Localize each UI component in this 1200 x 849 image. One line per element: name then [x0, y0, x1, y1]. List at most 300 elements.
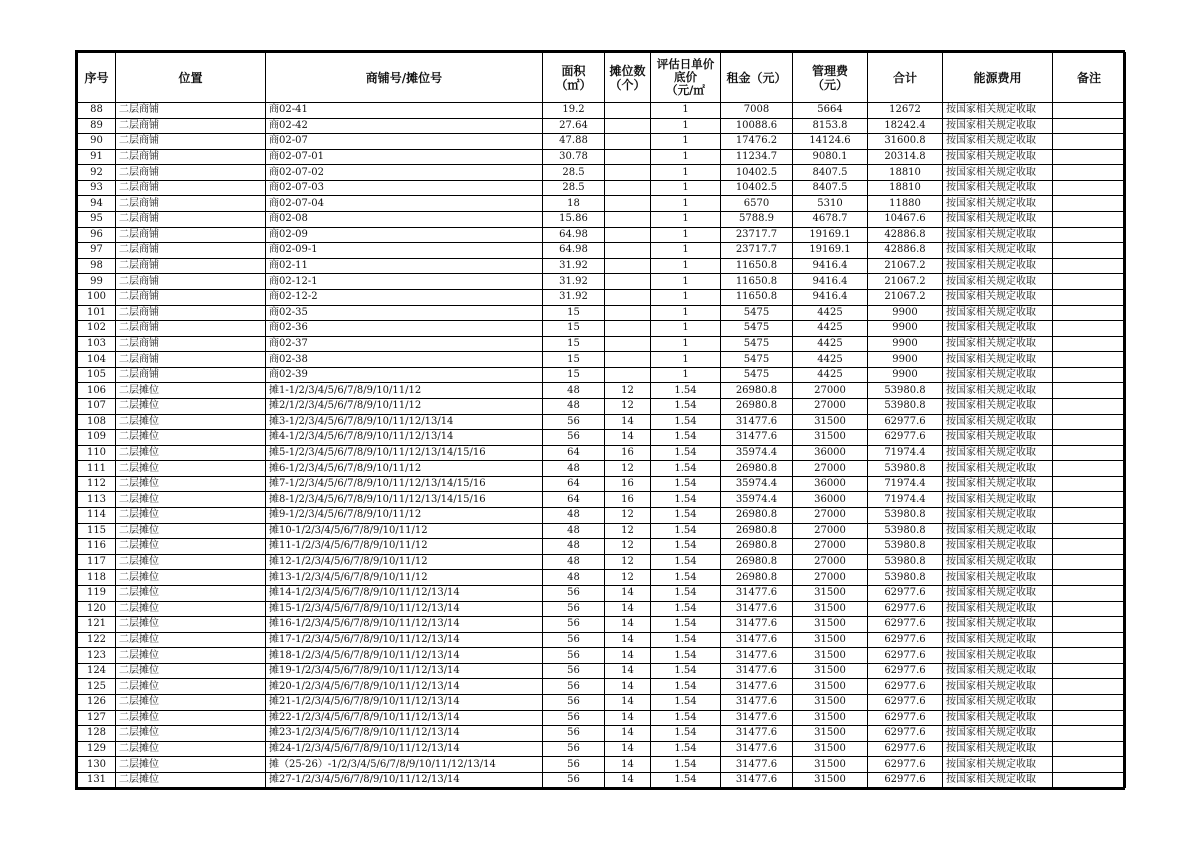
cell-location: 二层摊位 — [116, 648, 266, 664]
cell-remark — [1053, 523, 1126, 539]
cell-total: 53980.8 — [868, 523, 943, 539]
cell-remark — [1053, 539, 1126, 555]
cell-unit-no: 摊8-1/2/3/4/5/6/7/8/9/10/11/12/13/14/15/16 — [266, 492, 543, 508]
cell-location: 二层商铺 — [116, 274, 266, 290]
cell-stalls — [605, 103, 651, 119]
cell-remark — [1053, 212, 1126, 228]
cell-stalls: 14 — [605, 648, 651, 664]
cell-stalls — [605, 212, 651, 228]
table-row — [78, 398, 1126, 414]
cell-unit-price: 1.54 — [651, 694, 721, 710]
table-row — [78, 632, 1126, 648]
cell-area: 56 — [543, 601, 605, 617]
rental-price-table — [77, 52, 1126, 788]
cell-seq: 93 — [78, 180, 116, 196]
cell-unit-no: 摊（25-26）-1/2/3/4/5/6/7/8/9/10/11/12/13/14 — [266, 757, 543, 773]
cell-total: 62977.6 — [868, 694, 943, 710]
cell-unit-price: 1 — [651, 352, 721, 368]
cell-unit-price: 1 — [651, 165, 721, 181]
cell-location: 二层摊位 — [116, 679, 266, 695]
cell-remark — [1053, 570, 1126, 586]
table-row — [78, 679, 1126, 695]
cell-unit-no: 摊19-1/2/3/4/5/6/7/8/9/10/11/12/13/14 — [266, 663, 543, 679]
cell-area: 64.98 — [543, 227, 605, 243]
cell-rent: 5475 — [721, 352, 793, 368]
cell-unit-no: 摊3-1/2/3/4/5/6/7/8/9/10/11/12/13/14 — [266, 414, 543, 430]
cell-stalls: 14 — [605, 414, 651, 430]
cell-area: 48 — [543, 461, 605, 477]
cell-stalls: 12 — [605, 383, 651, 399]
cell-location: 二层摊位 — [116, 430, 266, 446]
cell-energy-fee: 按国家相关规定收取 — [943, 585, 1053, 601]
cell-energy-fee: 按国家相关规定收取 — [943, 523, 1053, 539]
table-row — [78, 149, 1126, 165]
cell-remark — [1053, 398, 1126, 414]
cell-unit-no: 摊9-1/2/3/4/5/6/7/8/9/10/11/12 — [266, 508, 543, 524]
cell-management-fee: 27000 — [793, 570, 868, 586]
cell-seq: 120 — [78, 601, 116, 617]
table-row — [78, 492, 1126, 508]
cell-area: 56 — [543, 741, 605, 757]
cell-management-fee: 31500 — [793, 648, 868, 664]
cell-rent: 31477.6 — [721, 772, 793, 788]
cell-unit-price: 1.54 — [651, 648, 721, 664]
cell-location: 二层摊位 — [116, 601, 266, 617]
cell-seq: 119 — [78, 585, 116, 601]
cell-total: 53980.8 — [868, 570, 943, 586]
cell-location: 二层商铺 — [116, 227, 266, 243]
table-row — [78, 118, 1126, 134]
cell-unit-no: 摊10-1/2/3/4/5/6/7/8/9/10/11/12 — [266, 523, 543, 539]
cell-total: 21067.2 — [868, 274, 943, 290]
header-unit-price: 评估日单价 底价 （元/㎡ — [651, 53, 721, 103]
cell-location: 二层摊位 — [116, 461, 266, 477]
cell-stalls: 14 — [605, 710, 651, 726]
cell-rent: 5475 — [721, 305, 793, 321]
cell-unit-no: 商02-35 — [266, 305, 543, 321]
cell-unit-no: 商02-07-02 — [266, 165, 543, 181]
table-row — [78, 585, 1126, 601]
cell-unit-price: 1 — [651, 149, 721, 165]
cell-energy-fee: 按国家相关规定收取 — [943, 305, 1053, 321]
cell-location: 二层摊位 — [116, 539, 266, 555]
cell-energy-fee: 按国家相关规定收取 — [943, 726, 1053, 742]
cell-total: 9900 — [868, 305, 943, 321]
cell-unit-no: 商02-37 — [266, 336, 543, 352]
cell-remark — [1053, 554, 1126, 570]
cell-unit-no: 商02-09 — [266, 227, 543, 243]
cell-rent: 26980.8 — [721, 398, 793, 414]
cell-stalls — [605, 305, 651, 321]
table-row — [78, 227, 1126, 243]
header-total: 合计 — [868, 53, 943, 103]
cell-remark — [1053, 134, 1126, 150]
cell-area: 15 — [543, 305, 605, 321]
cell-energy-fee: 按国家相关规定收取 — [943, 165, 1053, 181]
cell-stalls — [605, 134, 651, 150]
table-row — [78, 772, 1126, 788]
cell-remark — [1053, 648, 1126, 664]
header-rent: 租金（元） — [721, 53, 793, 103]
cell-energy-fee: 按国家相关规定收取 — [943, 679, 1053, 695]
cell-rent: 31477.6 — [721, 726, 793, 742]
cell-location: 二层摊位 — [116, 694, 266, 710]
cell-seq: 107 — [78, 398, 116, 414]
cell-energy-fee: 按国家相关规定收取 — [943, 414, 1053, 430]
cell-location: 二层商铺 — [116, 352, 266, 368]
cell-management-fee: 4678.7 — [793, 212, 868, 228]
cell-stalls: 14 — [605, 663, 651, 679]
cell-rent: 31477.6 — [721, 585, 793, 601]
cell-area: 15 — [543, 367, 605, 383]
cell-unit-no: 摊6-1/2/3/4/5/6/7/8/9/10/11/12 — [266, 461, 543, 477]
cell-unit-no: 商02-36 — [266, 321, 543, 337]
cell-location: 二层商铺 — [116, 289, 266, 305]
cell-unit-no: 摊12-1/2/3/4/5/6/7/8/9/10/11/12 — [266, 554, 543, 570]
cell-seq: 130 — [78, 757, 116, 773]
cell-seq: 123 — [78, 648, 116, 664]
cell-management-fee: 36000 — [793, 492, 868, 508]
cell-total: 42886.8 — [868, 227, 943, 243]
cell-unit-no: 摊18-1/2/3/4/5/6/7/8/9/10/11/12/13/14 — [266, 648, 543, 664]
cell-total: 42886.8 — [868, 243, 943, 259]
header-row — [78, 53, 1126, 103]
cell-energy-fee: 按国家相关规定收取 — [943, 289, 1053, 305]
cell-rent: 31477.6 — [721, 617, 793, 633]
cell-location: 二层商铺 — [116, 149, 266, 165]
cell-rent: 26980.8 — [721, 570, 793, 586]
cell-seq: 96 — [78, 227, 116, 243]
cell-stalls — [605, 274, 651, 290]
cell-location: 二层商铺 — [116, 305, 266, 321]
cell-management-fee: 36000 — [793, 476, 868, 492]
cell-rent: 26980.8 — [721, 383, 793, 399]
cell-unit-no: 摊4-1/2/3/4/5/6/7/8/9/10/11/12/13/14 — [266, 430, 543, 446]
table-row — [78, 757, 1126, 773]
cell-remark — [1053, 243, 1126, 259]
cell-stalls: 12 — [605, 461, 651, 477]
cell-energy-fee: 按国家相关规定收取 — [943, 367, 1053, 383]
cell-unit-no: 摊15-1/2/3/4/5/6/7/8/9/10/11/12/13/14 — [266, 601, 543, 617]
cell-remark — [1053, 508, 1126, 524]
cell-remark — [1053, 726, 1126, 742]
cell-unit-price: 1.54 — [651, 679, 721, 695]
table-body — [78, 103, 1126, 788]
cell-total: 62977.6 — [868, 414, 943, 430]
cell-unit-no: 商02-39 — [266, 367, 543, 383]
cell-remark — [1053, 492, 1126, 508]
cell-remark — [1053, 321, 1126, 337]
cell-management-fee: 8407.5 — [793, 165, 868, 181]
cell-management-fee: 36000 — [793, 445, 868, 461]
cell-remark — [1053, 165, 1126, 181]
cell-unit-price: 1.54 — [651, 710, 721, 726]
cell-unit-price: 1.54 — [651, 663, 721, 679]
cell-area: 15 — [543, 336, 605, 352]
cell-remark — [1053, 196, 1126, 212]
cell-total: 71974.4 — [868, 445, 943, 461]
cell-remark — [1053, 352, 1126, 368]
cell-total: 62977.6 — [868, 726, 943, 742]
cell-remark — [1053, 258, 1126, 274]
cell-energy-fee: 按国家相关规定收取 — [943, 445, 1053, 461]
table-row — [78, 321, 1126, 337]
cell-location: 二层商铺 — [116, 367, 266, 383]
cell-rent: 6570 — [721, 196, 793, 212]
cell-energy-fee: 按国家相关规定收取 — [943, 212, 1053, 228]
cell-energy-fee: 按国家相关规定收取 — [943, 149, 1053, 165]
cell-stalls: 14 — [605, 679, 651, 695]
cell-unit-price: 1.54 — [651, 632, 721, 648]
cell-total: 9900 — [868, 352, 943, 368]
cell-management-fee: 31500 — [793, 710, 868, 726]
cell-unit-no: 摊7-1/2/3/4/5/6/7/8/9/10/11/12/13/14/15/16 — [266, 476, 543, 492]
cell-total: 62977.6 — [868, 632, 943, 648]
cell-seq: 104 — [78, 352, 116, 368]
cell-energy-fee: 按国家相关规定收取 — [943, 554, 1053, 570]
cell-unit-no: 摊23-1/2/3/4/5/6/7/8/9/10/11/12/13/14 — [266, 726, 543, 742]
cell-unit-price: 1 — [651, 274, 721, 290]
cell-area: 18 — [543, 196, 605, 212]
cell-stalls: 14 — [605, 726, 651, 742]
table-row — [78, 258, 1126, 274]
cell-area: 56 — [543, 585, 605, 601]
cell-remark — [1053, 103, 1126, 119]
cell-stalls — [605, 367, 651, 383]
cell-remark — [1053, 679, 1126, 695]
cell-location: 二层商铺 — [116, 243, 266, 259]
cell-location: 二层摊位 — [116, 398, 266, 414]
cell-unit-price: 1.54 — [651, 430, 721, 446]
cell-energy-fee: 按国家相关规定收取 — [943, 134, 1053, 150]
cell-total: 21067.2 — [868, 289, 943, 305]
cell-area: 56 — [543, 648, 605, 664]
cell-remark — [1053, 227, 1126, 243]
table-row — [78, 367, 1126, 383]
cell-stalls: 16 — [605, 445, 651, 461]
cell-rent: 31477.6 — [721, 632, 793, 648]
cell-rent: 31477.6 — [721, 663, 793, 679]
cell-location: 二层摊位 — [116, 617, 266, 633]
cell-management-fee: 9416.4 — [793, 258, 868, 274]
cell-total: 10467.6 — [868, 212, 943, 228]
cell-seq: 109 — [78, 430, 116, 446]
cell-location: 二层摊位 — [116, 523, 266, 539]
cell-stalls — [605, 227, 651, 243]
table-header — [78, 53, 1126, 103]
cell-unit-no: 商02-11 — [266, 258, 543, 274]
cell-area: 56 — [543, 632, 605, 648]
cell-location: 二层商铺 — [116, 196, 266, 212]
cell-total: 53980.8 — [868, 508, 943, 524]
cell-rent: 26980.8 — [721, 523, 793, 539]
cell-remark — [1053, 694, 1126, 710]
cell-unit-price: 1 — [651, 134, 721, 150]
cell-energy-fee: 按国家相关规定收取 — [943, 694, 1053, 710]
cell-area: 48 — [543, 398, 605, 414]
cell-management-fee: 4425 — [793, 321, 868, 337]
cell-area: 31.92 — [543, 274, 605, 290]
cell-total: 62977.6 — [868, 679, 943, 695]
cell-location: 二层摊位 — [116, 414, 266, 430]
cell-total: 62977.6 — [868, 430, 943, 446]
cell-area: 64.98 — [543, 243, 605, 259]
cell-energy-fee: 按国家相关规定收取 — [943, 321, 1053, 337]
cell-total: 62977.6 — [868, 601, 943, 617]
table-row — [78, 196, 1126, 212]
header-unit-no: 商铺号/摊位号 — [266, 53, 543, 103]
cell-seq: 105 — [78, 367, 116, 383]
cell-unit-price: 1.54 — [651, 726, 721, 742]
cell-management-fee: 31500 — [793, 663, 868, 679]
cell-unit-no: 摊21-1/2/3/4/5/6/7/8/9/10/11/12/13/14 — [266, 694, 543, 710]
cell-energy-fee: 按国家相关规定收取 — [943, 243, 1053, 259]
cell-unit-no: 摊27-1/2/3/4/5/6/7/8/9/10/11/12/13/14 — [266, 772, 543, 788]
table-row — [78, 445, 1126, 461]
cell-management-fee: 9416.4 — [793, 289, 868, 305]
cell-seq: 125 — [78, 679, 116, 695]
cell-energy-fee: 按国家相关规定收取 — [943, 336, 1053, 352]
cell-seq: 122 — [78, 632, 116, 648]
cell-energy-fee: 按国家相关规定收取 — [943, 492, 1053, 508]
cell-remark — [1053, 274, 1126, 290]
table-row — [78, 336, 1126, 352]
cell-location: 二层商铺 — [116, 103, 266, 119]
cell-total: 53980.8 — [868, 539, 943, 555]
cell-stalls: 14 — [605, 617, 651, 633]
cell-management-fee: 5664 — [793, 103, 868, 119]
cell-energy-fee: 按国家相关规定收取 — [943, 617, 1053, 633]
cell-total: 9900 — [868, 336, 943, 352]
cell-unit-price: 1 — [651, 258, 721, 274]
cell-energy-fee: 按国家相关规定收取 — [943, 398, 1053, 414]
cell-unit-no: 商02-07-01 — [266, 149, 543, 165]
cell-area: 56 — [543, 430, 605, 446]
cell-energy-fee: 按国家相关规定收取 — [943, 508, 1053, 524]
cell-area: 56 — [543, 663, 605, 679]
cell-management-fee: 31500 — [793, 430, 868, 446]
cell-remark — [1053, 445, 1126, 461]
table-row — [78, 180, 1126, 196]
cell-unit-no: 摊20-1/2/3/4/5/6/7/8/9/10/11/12/13/14 — [266, 679, 543, 695]
table-row — [78, 508, 1126, 524]
cell-rent: 17476.2 — [721, 134, 793, 150]
rental-price-table-sheet — [75, 50, 1125, 790]
table-row — [78, 165, 1126, 181]
cell-management-fee: 9416.4 — [793, 274, 868, 290]
cell-energy-fee: 按国家相关规定收取 — [943, 103, 1053, 119]
cell-seq: 99 — [78, 274, 116, 290]
cell-total: 62977.6 — [868, 772, 943, 788]
cell-total: 21067.2 — [868, 258, 943, 274]
cell-energy-fee: 按国家相关规定收取 — [943, 632, 1053, 648]
cell-seq: 100 — [78, 289, 116, 305]
cell-rent: 26980.8 — [721, 539, 793, 555]
cell-unit-no: 商02-38 — [266, 352, 543, 368]
cell-unit-no: 摊24-1/2/3/4/5/6/7/8/9/10/11/12/13/14 — [266, 741, 543, 757]
cell-seq: 113 — [78, 492, 116, 508]
cell-location: 二层摊位 — [116, 632, 266, 648]
table-row — [78, 554, 1126, 570]
cell-unit-price: 1.54 — [651, 508, 721, 524]
table-row — [78, 352, 1126, 368]
cell-seq: 106 — [78, 383, 116, 399]
cell-seq: 108 — [78, 414, 116, 430]
cell-management-fee: 31500 — [793, 601, 868, 617]
cell-total: 71974.4 — [868, 476, 943, 492]
cell-management-fee: 27000 — [793, 554, 868, 570]
cell-location: 二层摊位 — [116, 570, 266, 586]
cell-seq: 117 — [78, 554, 116, 570]
cell-unit-price: 1.54 — [651, 414, 721, 430]
table-row — [78, 601, 1126, 617]
table-row — [78, 383, 1126, 399]
cell-location: 二层商铺 — [116, 321, 266, 337]
cell-management-fee: 27000 — [793, 461, 868, 477]
cell-rent: 35974.4 — [721, 492, 793, 508]
cell-area: 56 — [543, 694, 605, 710]
cell-total: 62977.6 — [868, 663, 943, 679]
table-row — [78, 289, 1126, 305]
cell-total: 62977.6 — [868, 741, 943, 757]
cell-area: 64 — [543, 445, 605, 461]
cell-seq: 128 — [78, 726, 116, 742]
cell-seq: 129 — [78, 741, 116, 757]
cell-area: 28.5 — [543, 165, 605, 181]
cell-unit-no: 商02-07-03 — [266, 180, 543, 196]
table-row — [78, 414, 1126, 430]
cell-remark — [1053, 461, 1126, 477]
cell-rent: 31477.6 — [721, 694, 793, 710]
cell-area: 48 — [543, 570, 605, 586]
cell-total: 18810 — [868, 180, 943, 196]
cell-energy-fee: 按国家相关规定收取 — [943, 570, 1053, 586]
cell-rent: 31477.6 — [721, 414, 793, 430]
cell-rent: 31477.6 — [721, 710, 793, 726]
cell-seq: 121 — [78, 617, 116, 633]
cell-unit-price: 1.54 — [651, 383, 721, 399]
cell-management-fee: 31500 — [793, 585, 868, 601]
cell-stalls — [605, 118, 651, 134]
cell-rent: 31477.6 — [721, 757, 793, 773]
cell-energy-fee: 按国家相关规定收取 — [943, 383, 1053, 399]
cell-management-fee: 19169.1 — [793, 227, 868, 243]
cell-energy-fee: 按国家相关规定收取 — [943, 196, 1053, 212]
cell-seq: 88 — [78, 103, 116, 119]
cell-energy-fee: 按国家相关规定收取 — [943, 757, 1053, 773]
cell-seq: 116 — [78, 539, 116, 555]
table-row — [78, 648, 1126, 664]
cell-area: 48 — [543, 508, 605, 524]
cell-area: 56 — [543, 414, 605, 430]
cell-total: 12672 — [868, 103, 943, 119]
cell-seq: 112 — [78, 476, 116, 492]
table-row — [78, 726, 1126, 742]
cell-rent: 31477.6 — [721, 648, 793, 664]
cell-unit-price: 1.54 — [651, 554, 721, 570]
cell-energy-fee: 按国家相关规定收取 — [943, 118, 1053, 134]
table-row — [78, 430, 1126, 446]
cell-remark — [1053, 336, 1126, 352]
cell-total: 62977.6 — [868, 585, 943, 601]
cell-unit-price: 1.54 — [651, 523, 721, 539]
cell-energy-fee: 按国家相关规定收取 — [943, 274, 1053, 290]
table-row — [78, 710, 1126, 726]
cell-management-fee: 19169.1 — [793, 243, 868, 259]
cell-location: 二层摊位 — [116, 663, 266, 679]
cell-stalls — [605, 352, 651, 368]
cell-unit-no: 商02-12-1 — [266, 274, 543, 290]
